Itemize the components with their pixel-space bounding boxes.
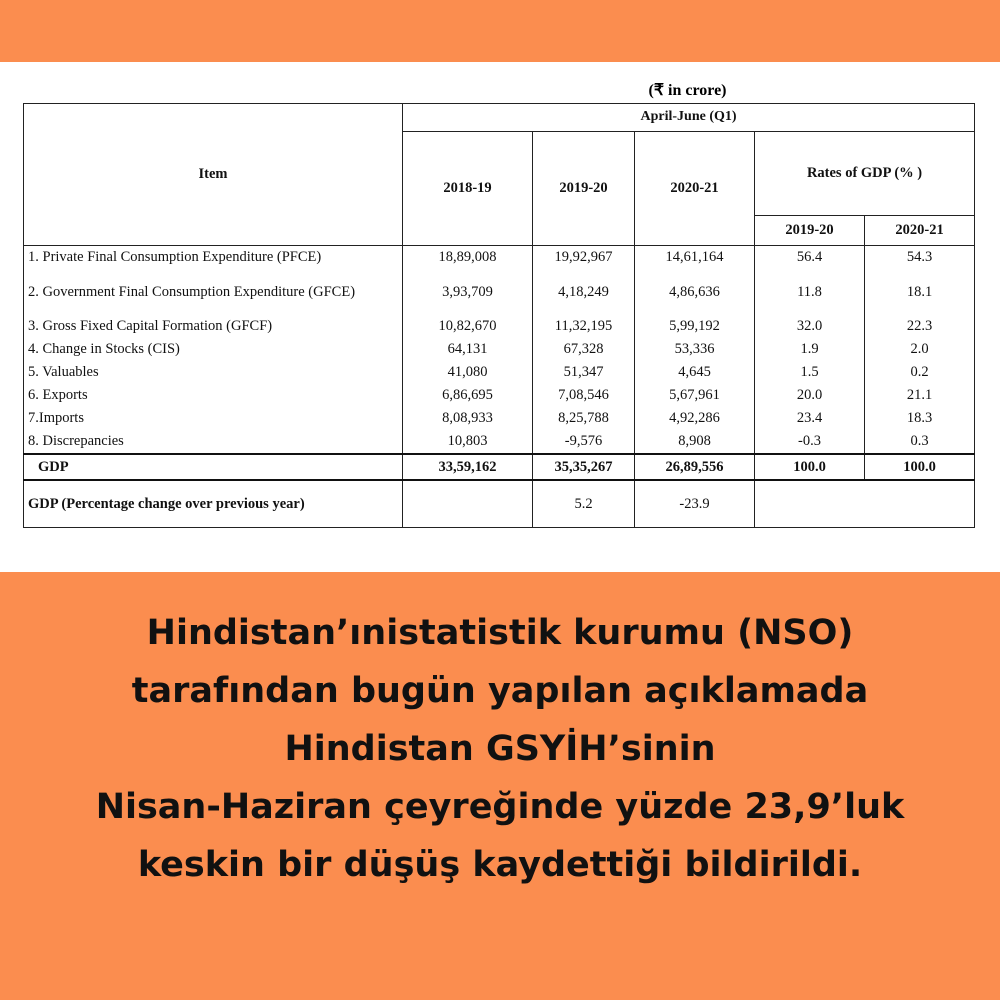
- table-row: [24, 338, 975, 361]
- table-row: [24, 384, 975, 407]
- row-rate: 21.1: [865, 384, 975, 407]
- row-value: 19,92,967: [533, 246, 635, 270]
- row-value: 4,645: [635, 361, 755, 384]
- empty-cell: [755, 480, 975, 528]
- table-row: [24, 246, 975, 270]
- row-rate: -0.3: [755, 430, 865, 454]
- row-rate: 0.2: [865, 361, 975, 384]
- row-rate: 18.1: [865, 269, 975, 315]
- row-value: -9,576: [533, 430, 635, 454]
- row-rate: 1.9: [755, 338, 865, 361]
- row-value: -23.9: [635, 480, 755, 528]
- row-value: 8,08,933: [403, 407, 533, 430]
- table-row: [24, 269, 975, 315]
- unit-note: (₹ in crore): [648, 82, 727, 99]
- period-header: April-June (Q1): [403, 104, 975, 132]
- row-rate: 2.0: [865, 338, 975, 361]
- caption: [0, 604, 1000, 894]
- table-row: [24, 315, 975, 338]
- pct-change-row: [24, 480, 975, 528]
- item-header: Item: [24, 104, 403, 246]
- row-value: 51,347: [533, 361, 635, 384]
- row-value: 26,89,556: [635, 454, 755, 480]
- row-rate: 56.4: [755, 246, 865, 270]
- table-row: [24, 407, 975, 430]
- caption-line: keskin bir düşüş kaydettiği bildirildi.: [137, 845, 863, 885]
- row-value: 4,86,636: [635, 269, 755, 315]
- caption-line: Hindistan’ınistatistik kurumu (NSO): [146, 613, 854, 653]
- row-value: 5,67,961: [635, 384, 755, 407]
- row-rate: 23.4: [755, 407, 865, 430]
- row-item: 2. Government Final Consumption Expenditure (GFCE): [24, 269, 403, 315]
- gdp-table: [23, 103, 975, 528]
- row-item: GDP (Percentage change over previous year): [24, 480, 403, 528]
- rates-header: Rates of GDP (% ): [755, 132, 975, 216]
- row-rate: 0.3: [865, 430, 975, 454]
- row-value: 4,18,249: [533, 269, 635, 315]
- caption-line: Nisan-Haziran çeyreğinde yüzde 23,9’luk: [95, 787, 905, 827]
- row-value: 18,89,008: [403, 246, 533, 270]
- caption-line: Hindistan GSYİH’sinin: [284, 729, 716, 769]
- row-value: 7,08,546: [533, 384, 635, 407]
- row-rate: 22.3: [865, 315, 975, 338]
- row-value: 6,86,695: [403, 384, 533, 407]
- row-item: 3. Gross Fixed Capital Formation (GFCF): [24, 315, 403, 338]
- row-value: 5,99,192: [635, 315, 755, 338]
- row-value: 53,336: [635, 338, 755, 361]
- row-item: 4. Change in Stocks (CIS): [24, 338, 403, 361]
- rate-year-header: 2020-21: [865, 216, 975, 246]
- row-value: 4,92,286: [635, 407, 755, 430]
- row-value: 64,131: [403, 338, 533, 361]
- row-item: GDP: [24, 454, 403, 480]
- row-value: 5.2: [533, 480, 635, 528]
- row-item: 1. Private Final Consumption Expenditure (PFCE): [24, 246, 403, 270]
- row-value: 67,328: [533, 338, 635, 361]
- empty-cell: [403, 480, 533, 528]
- row-value: 3,93,709: [403, 269, 533, 315]
- row-item: 6. Exports: [24, 384, 403, 407]
- table-row: [24, 430, 975, 454]
- gdp-total-row: [24, 454, 975, 480]
- row-value: 8,25,788: [533, 407, 635, 430]
- row-item: 7.Imports: [24, 407, 403, 430]
- year-header: 2020-21: [635, 132, 755, 246]
- row-rate: 100.0: [865, 454, 975, 480]
- row-value: 41,080: [403, 361, 533, 384]
- row-value: 8,908: [635, 430, 755, 454]
- table-row: [24, 361, 975, 384]
- row-item: 8. Discrepancies: [24, 430, 403, 454]
- rate-year-header: 2019-20: [755, 216, 865, 246]
- row-value: 33,59,162: [403, 454, 533, 480]
- row-value: 14,61,164: [635, 246, 755, 270]
- row-item: 5. Valuables: [24, 361, 403, 384]
- caption-line: tarafından bugün yapılan açıklamada: [131, 671, 869, 711]
- year-header: 2019-20: [533, 132, 635, 246]
- row-rate: 20.0: [755, 384, 865, 407]
- row-rate: 11.8: [755, 269, 865, 315]
- row-rate: 18.3: [865, 407, 975, 430]
- row-rate: 100.0: [755, 454, 865, 480]
- row-rate: 54.3: [865, 246, 975, 270]
- row-value: 11,32,195: [533, 315, 635, 338]
- row-value: 35,35,267: [533, 454, 635, 480]
- row-value: 10,82,670: [403, 315, 533, 338]
- row-rate: 1.5: [755, 361, 865, 384]
- year-header: 2018-19: [403, 132, 533, 246]
- row-rate: 32.0: [755, 315, 865, 338]
- row-value: 10,803: [403, 430, 533, 454]
